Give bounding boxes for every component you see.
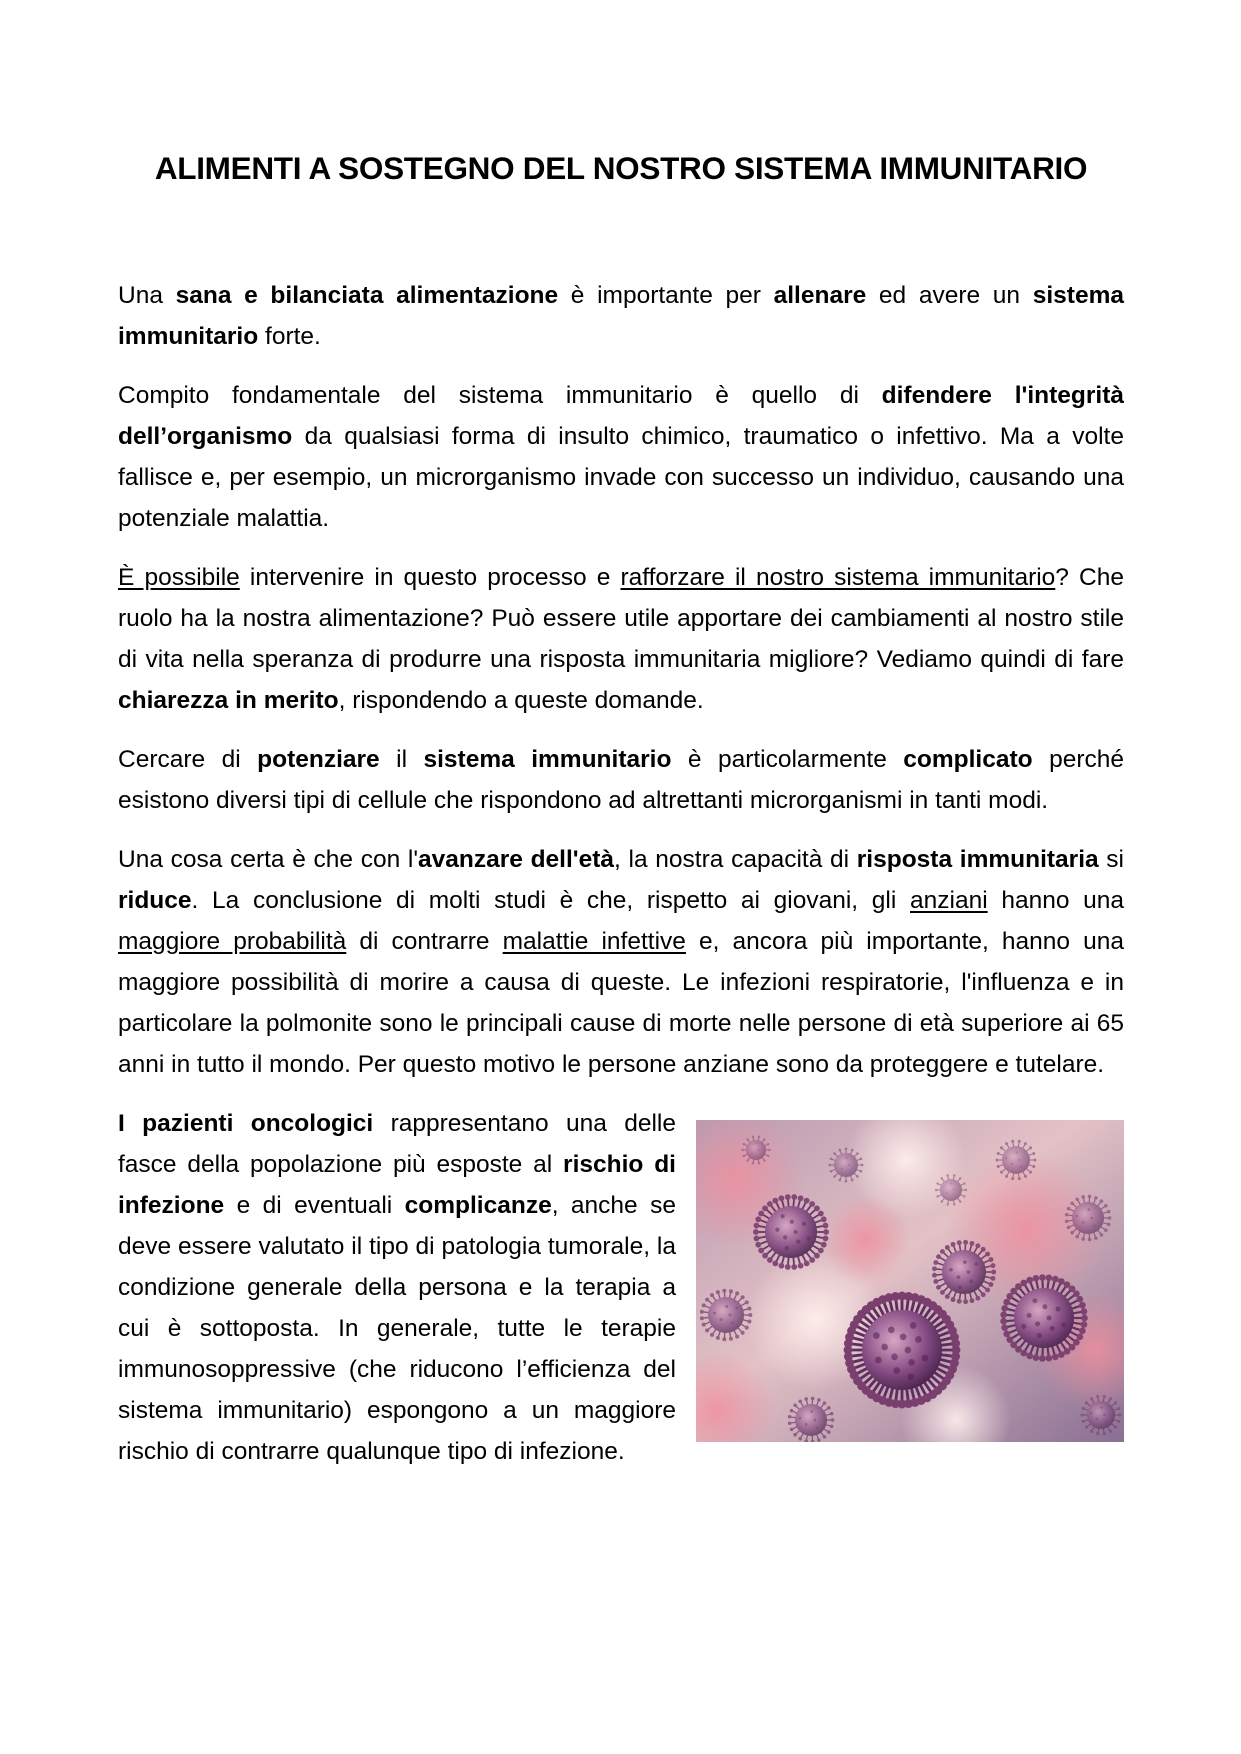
bold-text: complicato: [903, 746, 1033, 773]
paragraph-elderly: [118, 839, 1124, 1085]
text-run: , rispondendo a queste domande.: [338, 687, 704, 714]
text-run: e di eventuali: [224, 1192, 405, 1219]
virus-icon: [696, 1120, 1124, 1442]
text-run: intervenire in questo processo e: [239, 564, 621, 591]
underlined-text: maggiore probabilità: [118, 928, 347, 955]
text-run: e, ancora più importante, hanno una maggiore possibilità di morire a causa di queste. Le infezioni respiratorie, l'influenza e in particolare la polmonite sono le principali cause di morte nelle persone di età superiore ai 65 anni in tutto il mondo. Per questo motivo le persone anziane sono da proteggere e tutelare.: [118, 928, 1125, 1078]
text-run: Una cosa certa è che con l': [118, 846, 419, 873]
bold-text: difendere l'integrità dell’organismo: [118, 382, 1124, 450]
bold-text: I pazienti oncologici: [118, 1110, 374, 1137]
bold-text: sistema immunitario: [118, 282, 1124, 350]
paragraph-complexity: [118, 739, 1124, 821]
text-run: , la nostra capacità di: [614, 846, 857, 873]
paragraph-immune-task: [118, 375, 1124, 539]
text-run: , anche se deve essere valutato il tipo di patologia tumorale, la condizione generale della persona e la terapia a cui è sottoposta. In generale, tutte le terapie immunosoppressive (che riducono l’efficienza del sistema immunitario) espongono a un maggiore rischio di contrarre qualunque tipo di infezione.: [118, 1192, 676, 1465]
text-run: rappresentano una delle fasce della popolazione più esposte al: [118, 1110, 676, 1178]
underlined-text: È possibile: [118, 564, 240, 591]
paragraph-intro: [118, 275, 1124, 357]
underlined-text: rafforzare il nostro sistema immunitario: [620, 564, 1056, 591]
paragraph-questions: [118, 557, 1124, 721]
text-run: Compito fondamentale del sistema immunitario è quello di: [118, 382, 882, 409]
text-run: forte.: [258, 323, 321, 350]
underlined-text: malattie infettive: [502, 928, 686, 955]
text-run: Cercare di: [118, 746, 258, 773]
text-run: Una: [118, 282, 176, 309]
text-run: di contrarre: [346, 928, 503, 955]
text-run: è particolarmente: [671, 746, 904, 773]
text-run: il: [379, 746, 424, 773]
text-run: hanno una: [987, 887, 1125, 914]
bold-text: rischio di infezione: [118, 1151, 676, 1219]
text-run: perché esistono diversi tipi di cellule che rispondono ad altrettanti microrganismi in tanti modi.: [118, 746, 1124, 814]
text-run: è importante per: [558, 282, 774, 309]
bold-text: sistema immunitario: [423, 746, 672, 773]
text-run: si: [1098, 846, 1125, 873]
document-title: ALIMENTI A SOSTEGNO DEL NOSTRO SISTEMA IMMUNITARIO: [154, 150, 1088, 186]
bold-text: avanzare dell'età: [418, 846, 615, 873]
bold-text: allenare: [773, 282, 867, 309]
text-run: ? Che ruolo ha la nostra alimentazione? Può essere utile apportare dei cambiamenti al nostro stile di vita nella speranza di produrre una risposta immunitaria migliore? Vediamo quindi di fare: [118, 564, 1124, 673]
bold-text: risposta immunitaria: [856, 846, 1099, 873]
text-run: ed avere un: [866, 282, 1033, 309]
text-run: da qualsiasi forma di insulto chimico, traumatico o infettivo. Ma a volte fallisce e, per esempio, un microrganismo invade con successo un individuo, causando una potenziale malattia.: [118, 423, 1124, 532]
document-body: [118, 275, 1124, 1472]
underlined-text: anziani: [910, 887, 988, 914]
bold-text: potenziare: [257, 746, 380, 773]
bold-text: riduce: [118, 887, 192, 914]
virus-illustration: [696, 1120, 1124, 1442]
bold-text: chiarezza in merito: [118, 687, 339, 714]
text-run: . La conclusione di molti studi è che, rispetto ai giovani, gli: [191, 887, 910, 914]
bold-text: complicanze: [404, 1192, 552, 1219]
oncology-section: [118, 1103, 1124, 1472]
bold-text: sana e bilanciata alimentazione: [175, 282, 559, 309]
paragraph-oncology: [118, 1103, 676, 1472]
